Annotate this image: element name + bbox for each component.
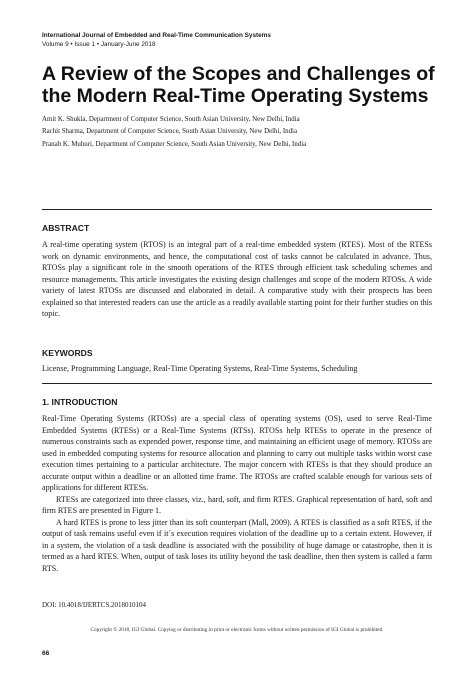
journal-issue: Volume 9 • Issue 1 • January-June 2018 bbox=[42, 41, 156, 48]
introduction-paragraph-3: A hard RTES is prone to less jitter than its soft counterpart (Mall, 2009). A RTES is classified as a soft RTES, if the output of task remains useful even if it´s execution requires violation of the deadline up to a certain extent. However, if in a system, the violation of a task deadline is associated with the possibility of huge damage or catastrophe, then it is termed as a hard RTES. When, output of task loses its utility beyond the task deadline, then then system is called a farm RTS. bbox=[42, 517, 432, 573]
paper-title-line-2: the Modern Real-Time Operating Systems bbox=[42, 85, 429, 107]
journal-name: International Journal of Embedded and Real-Time Communication Systems bbox=[42, 32, 271, 39]
keywords-list: License, Programming Language, Real-Time Operating Systems, Real-Time Systems, Scheduling bbox=[42, 364, 358, 373]
abstract-paragraph: A real-time operating system (RTOS) is an integral part of a real-time embedded system (RTES). Most of the RTESs work on dynamic environments, and hence, the computational cost of tasks cannot be calculated in advance. Thus, RTOSs play a significant role in the smooth operations of the RTES through efficient task scheduling schemes and resource managements. This article investigates the existing design challenges and scope of the modern RTOSs. A wide variety of latest RTOSs are discussed and elaborated in detail. A comparative study with their prospects has been explained so that interested readers can use the article as a readily available starting point for their further studies on this topic. bbox=[42, 240, 432, 318]
introduction-body bbox=[42, 413, 432, 574]
keywords-heading: KEYWORDS bbox=[42, 348, 93, 358]
paper-title bbox=[42, 63, 442, 107]
page-number: 66 bbox=[42, 650, 50, 657]
author-list bbox=[42, 114, 442, 151]
author-affiliation: Pranab K. Muhuri, Department of Computer Science, South Asian University, New Delhi, India bbox=[42, 140, 307, 148]
keywords-text bbox=[42, 363, 432, 375]
author-affiliation: Rachit Sharma, Department of Computer Science, South Asian University, New Delhi, India bbox=[42, 128, 298, 136]
paper-title-line-1: A Review of the Scopes and Challenges of bbox=[42, 63, 435, 85]
doi: DOI: 10.4018/IJERTCS.2018010104 bbox=[42, 601, 146, 609]
introduction-heading: 1. INTRODUCTION bbox=[42, 397, 118, 407]
introduction-paragraph-2: RTESs are categorized into three classes, viz., hard, soft, and firm RTES. Graphical representation of hard, soft and firm RTES are presented in Figure 1. bbox=[42, 494, 432, 515]
abstract-text bbox=[42, 239, 432, 320]
section-divider bbox=[42, 209, 432, 210]
abstract-heading: ABSTRACT bbox=[42, 223, 90, 233]
section-divider bbox=[42, 383, 432, 384]
copyright-notice: Copyright © 2018, IGI Global. Copying or distributing in print or electronic forms without written permission of IGI Global is prohibited. bbox=[90, 627, 384, 633]
author-affiliation: Amit K. Shukla, Department of Computer Science, South Asian University, New Delhi, India bbox=[42, 116, 300, 123]
introduction-paragraph-1: Real-Time Operating Systems (RTOSs) are a special class of operating systems (OS), used to serve Real-Time Embedded Systems (RTESs) or a Real-Time Systems (RTSs). RTOSs help RTESs to operate in the presence of numerous constraints such as expended power, response time, and maintaining an efficient usage of memory. RTOSs are used in embedded computing systems for resource allocation and planning to carry out multiple tasks within worst case execution times pertaining to a particular architecture. The major concern with RTESs is that they should produce an accurate output within a deadline or an allotted time frame. The RTOSs are crafted scalable enough for various sets of applications for different RTESs. bbox=[42, 414, 432, 492]
